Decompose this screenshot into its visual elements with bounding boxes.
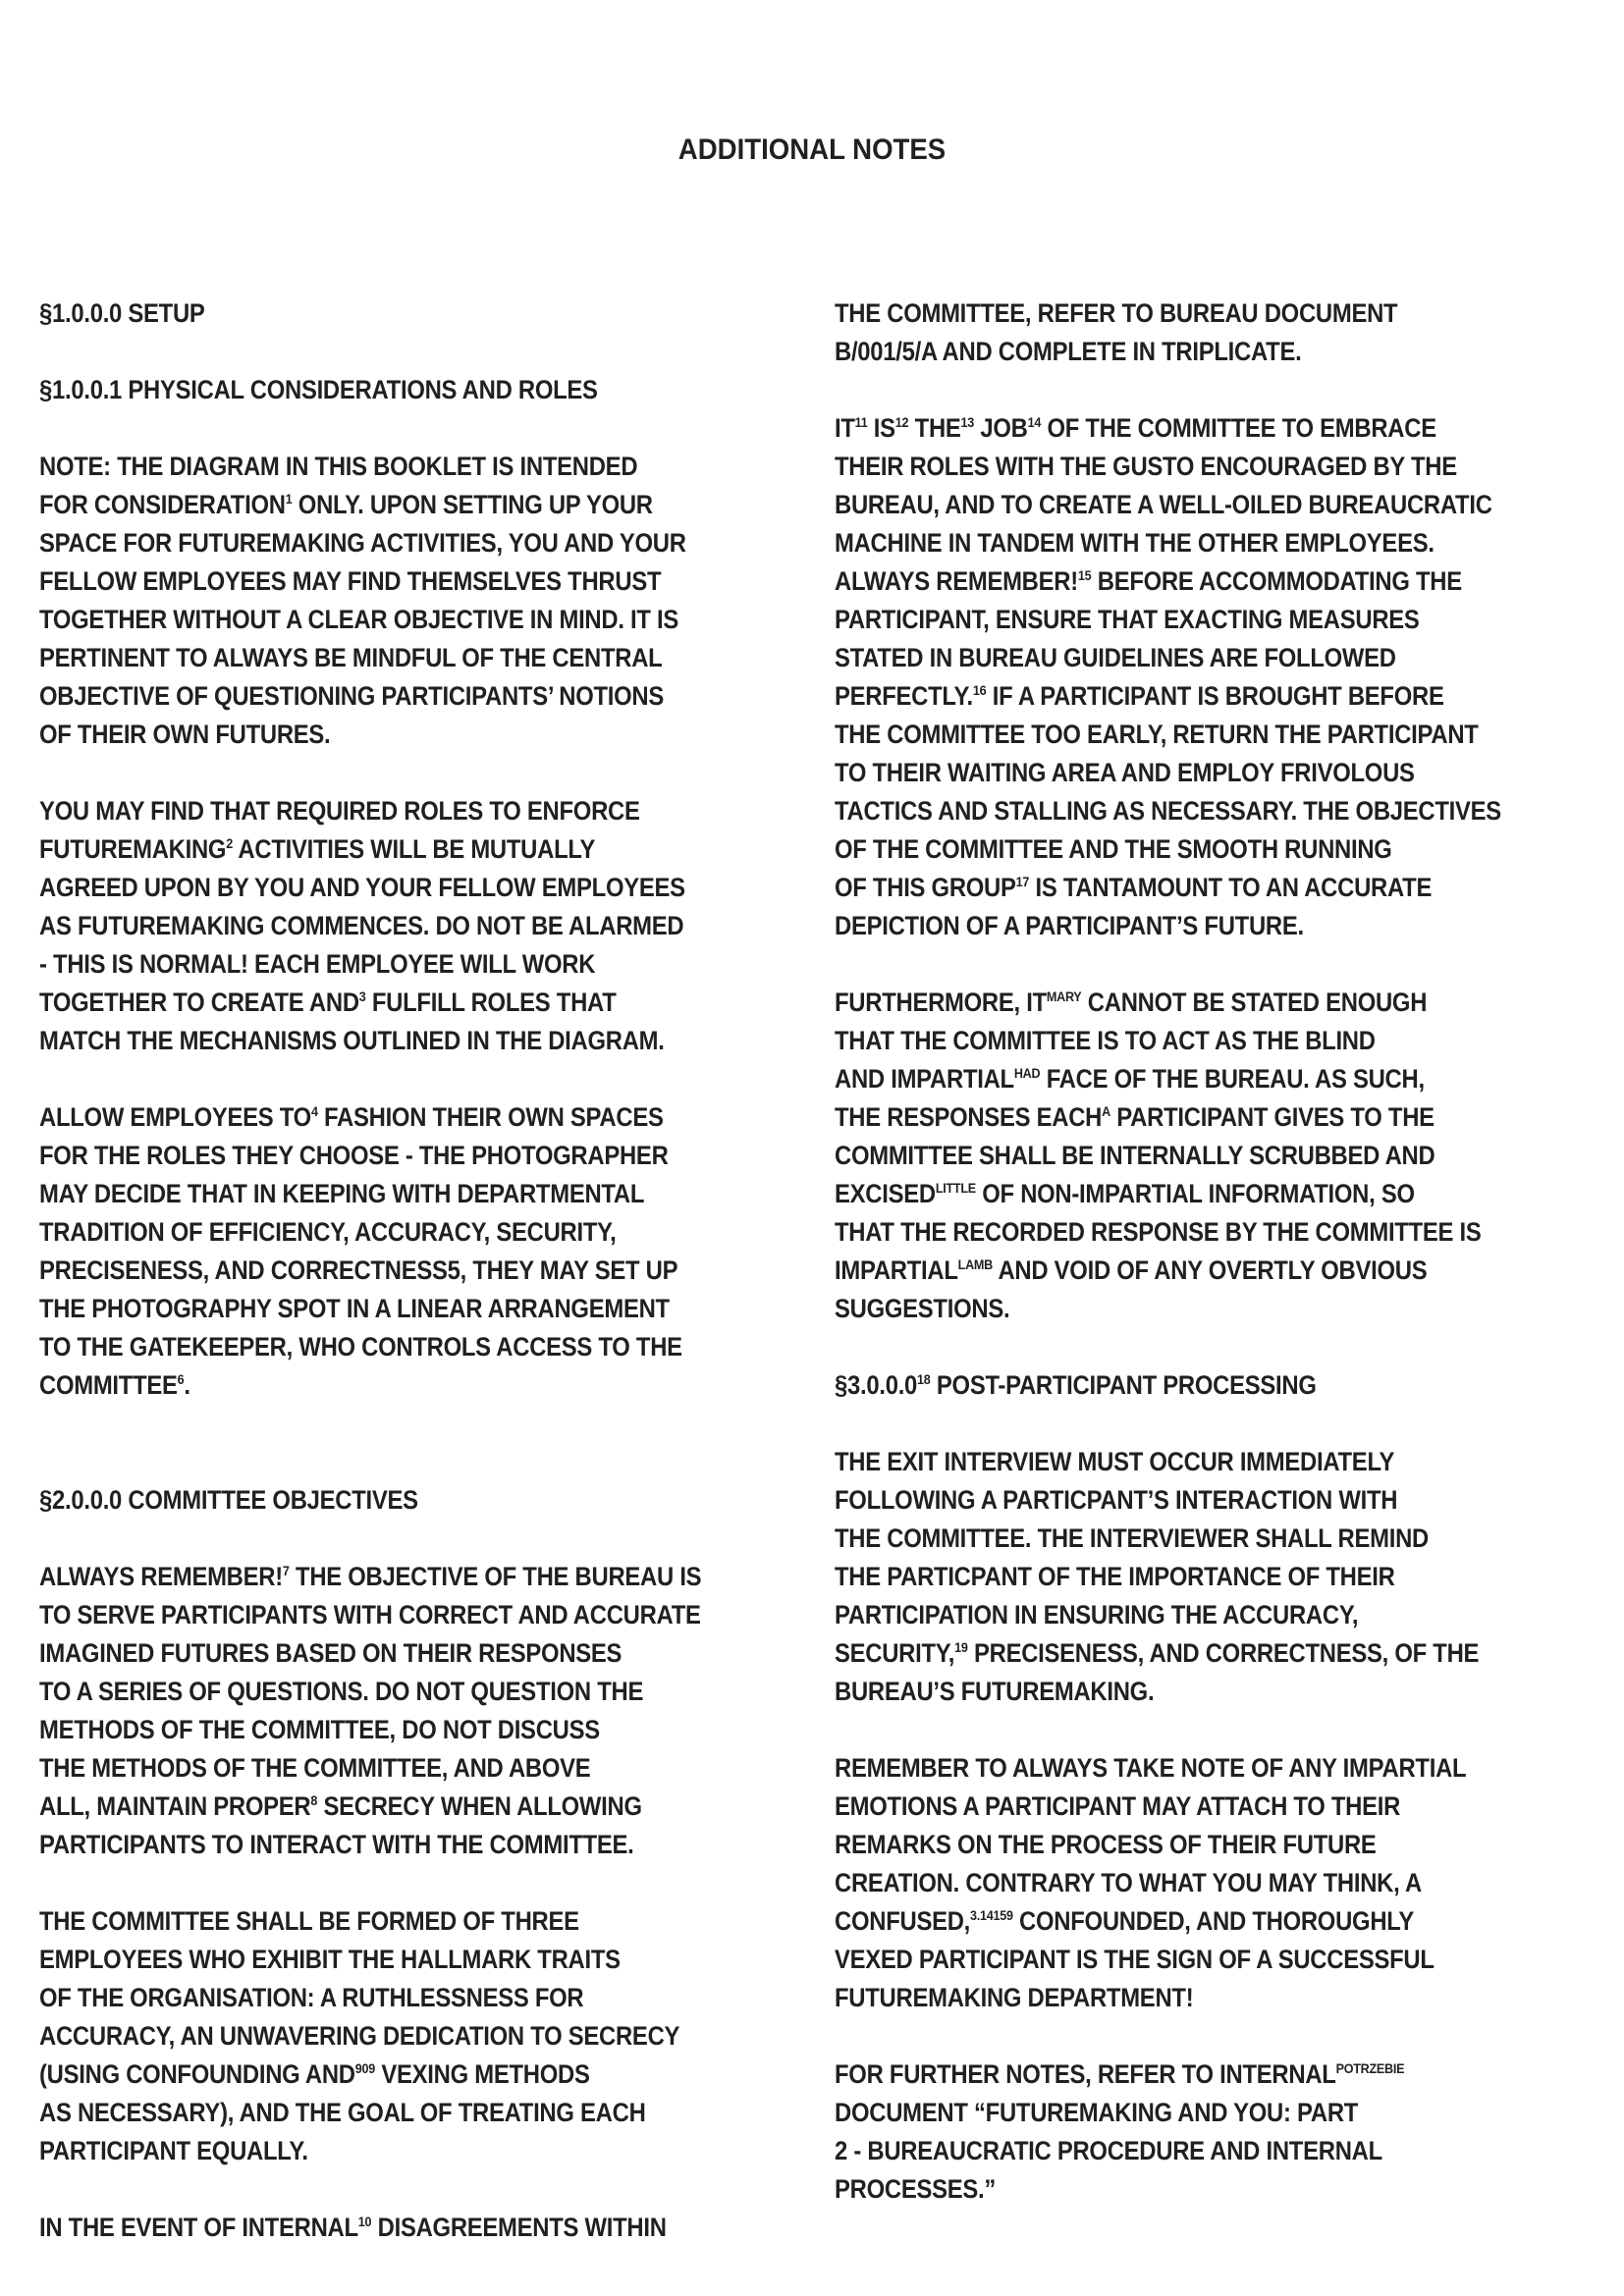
text-line: $EXCISED^{LITTLE}$ OF NON-IMPARTIAL INFORMATION, SO <box>835 1179 1415 1208</box>
text-line: CREATION. CONTRARY TO WHAT YOU MAY THINK, A <box>835 1868 1422 1897</box>
footnote-marker: 10 <box>357 2214 372 2230</box>
text-line: THEIR ROLES WITH THE GUSTO ENCOURAGED BY THE <box>835 452 1457 481</box>
text-line: OF THE ORGANISATION: A RUTHLESSNESS FOR <box>39 1983 584 2012</box>
text-line: BUREAU’S FUTUREMAKING. <box>835 1677 1155 1706</box>
text-line: COMMITTEE$^6$. <box>39 1370 190 1400</box>
footnote-marker: HAD <box>1013 1065 1041 1082</box>
text-line: THE METHODS OF THE COMMITTEE, AND ABOVE <box>39 1753 591 1783</box>
footnote-marker: 16 <box>972 682 987 699</box>
footnote-marker: POTRZEBIE <box>1335 2060 1405 2077</box>
text-line: EMOTIONS A PARTICIPANT MAY ATTACH TO THEIR <box>835 1791 1401 1821</box>
footnote-marker: 8 <box>310 1792 318 1809</box>
text-line: IN THE EVENT OF INTERNAL$^{10}$ DISAGREEMENTS WITHIN <box>39 2213 667 2242</box>
text-line: PARTICIPANT, ENSURE THAT EXACTING MEASURES <box>835 605 1420 634</box>
footnote-marker: 1 <box>285 491 293 507</box>
text-line: CONFUSED,$^{3.14159}$ CONFOUNDED, AND THOROUGHLY <box>835 1906 1415 1936</box>
text-line: BUREAU, AND TO CREATE A WELL-OILED BUREAUCRATIC <box>835 490 1492 519</box>
text-line: MACHINE IN TANDEM WITH THE OTHER EMPLOYEES. <box>835 528 1435 558</box>
heading-committee-objectives: §2.0.0.0 COMMITTEE OBJECTIVES <box>39 1485 418 1515</box>
text-line: ALWAYS REMEMBER!$^7$ THE OBJECTIVE OF THE BUREAU IS <box>39 1562 702 1591</box>
heading-post-participant-processing <box>835 1366 1610 1405</box>
text-line: OBJECTIVE OF QUESTIONING PARTICIPANTS’ NOTIONS <box>39 681 665 711</box>
left-column <box>39 294 815 2285</box>
text-line: MAY DECIDE THAT IN KEEPING WITH DEPARTMENTAL <box>39 1179 645 1208</box>
text-line: §3.0.0.0$^{18}$ POST-PARTICIPANT PROCESSING <box>835 1370 1317 1400</box>
text-line: FURTHERMORE, $IT^{MARY}$ CANNOT BE STATED ENOUGH <box>835 988 1428 1017</box>
footnote-marker: 15 <box>1077 567 1092 584</box>
text-line: SECURITY,$^{19}$ PRECISENESS, AND CORRECTNESS, OF THE <box>835 1638 1480 1668</box>
text-line: TO THEIR WAITING AREA AND EMPLOY FRIVOLOUS <box>835 758 1415 787</box>
text-line: PRECISENESS, AND CORRECTNESS5, THEY MAY SET UP <box>39 1255 678 1285</box>
text-line: PROCESSES.” <box>835 2174 997 2204</box>
paragraph <box>835 2056 1610 2209</box>
text-line: REMEMBER TO ALWAYS TAKE NOTE OF ANY IMPARTIAL <box>835 1753 1467 1783</box>
text-line: IT$^{11}$ IS$^{12}$ THE$^{13}$ JOB$^{14}$ OF THE COMMITTEE TO EMBRACE <box>835 413 1436 443</box>
text-line: VEXED PARTICIPANT IS THE SIGN OF A SUCCESSFUL <box>835 1945 1435 1974</box>
footnote-marker: 909 <box>354 2060 375 2077</box>
footnote-marker: 7 <box>282 1563 290 1579</box>
text-line: ALWAYS REMEMBER!$^{15}$ BEFORE ACCOMMODATING THE <box>835 566 1462 596</box>
paragraph <box>39 2209 815 2247</box>
footnote-marker: 3.14159 <box>970 1907 1013 1924</box>
footnote-marker: LAMB <box>957 1256 993 1273</box>
text-line: ALL, MAINTAIN PROPER$^8$ SECRECY WHEN ALLOWING <box>39 1791 642 1821</box>
text-line: TACTICS AND STALLING AS NECESSARY. THE OBJECTIVES <box>835 796 1501 826</box>
text-line: FUTUREMAKING DEPARTMENT! <box>835 1983 1194 2012</box>
footnote-marker: 6 <box>177 1371 185 1388</box>
paragraph <box>39 1098 815 1405</box>
text-line: MATCH THE MECHANISMS OUTLINED IN THE DIAGRAM. <box>39 1026 665 1055</box>
text-line: FOR FURTHER NOTES, REFER TO $INTERNAL^{POTRZEBIE}$ <box>835 2059 1405 2089</box>
text-line: IMAGINED FUTURES BASED ON THEIR RESPONSES <box>39 1638 623 1668</box>
text-line: ACCURACY, AN UNWAVERING DEDICATION TO SECRECY <box>39 2021 680 2051</box>
footnote-marker: 3 <box>358 988 366 1005</box>
text-line: FOR THE ROLES THEY CHOOSE - THE PHOTOGRAPHER <box>39 1141 669 1170</box>
footnote-marker: 13 <box>960 414 975 431</box>
text-line: THE COMMITTEE. THE INTERVIEWER SHALL REMIND <box>835 1523 1429 1553</box>
text-line: TRADITION OF EFFICIENCY, ACCURACY, SECURITY, <box>39 1217 617 1247</box>
text-line: AS NECESSARY), AND THE GOAL OF TREATING EACH <box>39 2098 646 2127</box>
text-line: 2 - BUREAUCRATIC PROCEDURE AND INTERNAL <box>835 2136 1382 2165</box>
heading-physical-considerations: §1.0.0.1 PHYSICAL CONSIDERATIONS AND ROLES <box>39 375 598 404</box>
text-line: AND $IMPARTIAL^{HAD}$ FACE OF THE BUREAU. AS SUCH, <box>835 1064 1425 1094</box>
text-line: FOR CONSIDERATION$^1$ ONLY. UPON SETTING UP YOUR <box>39 490 653 519</box>
text-line: ALLOW EMPLOYEES $TO^4$ FASHION THEIR OWN SPACES <box>39 1102 664 1132</box>
text-line: PERFECTLY.$^{16}$ IF A PARTICIPANT IS BROUGHT BEFORE <box>835 681 1444 711</box>
footnote-marker: A <box>1102 1103 1110 1120</box>
text-line: OF THEIR OWN FUTURES. <box>39 720 331 749</box>
paragraph <box>39 1558 815 1864</box>
footnote-marker: 17 <box>1015 874 1030 890</box>
paragraph <box>835 294 1610 371</box>
text-line: SUGGESTIONS. <box>835 1294 1010 1323</box>
text-line: THE COMMITTEE, REFER TO BUREAU DOCUMENT <box>835 298 1398 328</box>
text-line: STATED IN BUREAU GUIDELINES ARE FOLLOWED <box>835 643 1396 672</box>
text-line: PARTICIPATION IN ENSURING THE ACCURACY, <box>835 1600 1359 1629</box>
footnote-marker: LITTLE <box>935 1180 976 1197</box>
text-line: PERTINENT TO ALWAYS BE MINDFUL OF THE CENTRAL <box>39 643 663 672</box>
text-line: TOGETHER TO CREATE AND$^3$ FULFILL ROLES THAT <box>39 988 617 1017</box>
text-line: TO THE GATEKEEPER, WHO CONTROLS ACCESS TO THE <box>39 1332 682 1362</box>
text-line: TO SERVE PARTICIPANTS WITH CORRECT AND ACCURATE <box>39 1600 701 1629</box>
text-line: TOGETHER WITHOUT A CLEAR OBJECTIVE IN MIND. IT IS <box>39 605 679 634</box>
heading-setup: §1.0.0.0 SETUP <box>39 298 205 328</box>
text-line: OF THE COMMITTEE AND THE SMOOTH RUNNING <box>835 834 1392 864</box>
paragraph <box>835 984 1610 1328</box>
text-line: THAT THE RECORDED RESPONSE BY THE COMMITTEE IS <box>835 1217 1482 1247</box>
text-line: THE PARTICPANT OF THE IMPORTANCE OF THEIR <box>835 1562 1395 1591</box>
text-line: - THIS IS NORMAL! EACH EMPLOYEE WILL WORK <box>39 949 596 979</box>
paragraph <box>39 448 815 754</box>
text-line: METHODS OF THE COMMITTEE, DO NOT DISCUSS <box>39 1715 600 1744</box>
footnote-marker: 14 <box>1027 414 1042 431</box>
text-line: FOLLOWING A PARTICPANT’S INTERACTION WITH <box>835 1485 1398 1515</box>
paragraph <box>835 1749 1610 2017</box>
text-line: EMPLOYEES WHO EXHIBIT THE HALLMARK TRAITS <box>39 1945 621 1974</box>
right-column <box>835 294 1610 2247</box>
text-line: THE COMMITTEE TOO EARLY, RETURN THE PARTICIPANT <box>835 720 1479 749</box>
text-line: FELLOW EMPLOYEES MAY FIND THEMSELVES THRUST <box>39 566 662 596</box>
text-line: PARTICIPANTS TO INTERACT WITH THE COMMITTEE. <box>39 1830 634 1859</box>
text-line: DOCUMENT “FUTUREMAKING AND YOU: PART <box>835 2098 1359 2127</box>
text-line: THE COMMITTEE SHALL BE FORMED OF THREE <box>39 1906 579 1936</box>
footnote-marker: 18 <box>917 1371 931 1388</box>
footnote-marker: MARY <box>1046 988 1082 1005</box>
footnote-marker: 2 <box>226 835 233 852</box>
paragraph <box>835 409 1610 945</box>
text-line: DEPICTION OF A PARTICIPANT’S FUTURE. <box>835 911 1304 940</box>
text-line: AS FUTUREMAKING COMMENCES. DO NOT BE ALARMED <box>39 911 684 940</box>
text-line: THE RESPONSES $EACH^A$ PARTICIPANT GIVES TO THE <box>835 1102 1435 1132</box>
text-line: YOU MAY FIND THAT REQUIRED ROLES TO ENFORCE <box>39 796 640 826</box>
text-line: THAT THE COMMITTEE IS TO ACT AS THE BLIND <box>835 1026 1376 1055</box>
text-line: PARTICIPANT EQUALLY. <box>39 2136 308 2165</box>
text-line: THE EXIT INTERVIEW MUST OCCUR IMMEDIATELY <box>835 1447 1395 1476</box>
text-line: REMARKS ON THE PROCESS OF THEIR FUTURE <box>835 1830 1377 1859</box>
paragraph <box>835 1443 1610 1711</box>
paragraph <box>39 1902 815 2170</box>
text-line: AGREED UPON BY YOU AND YOUR FELLOW EMPLOYEES <box>39 873 685 902</box>
paragraph <box>39 792 815 1060</box>
text-line: $IMPARTIAL^{LAMB}$ AND VOID OF ANY OVERTLY OBVIOUS <box>835 1255 1428 1285</box>
text-line: OF THIS GROUP$^{17}$ IS TANTAMOUNT TO AN ACCURATE <box>835 873 1433 902</box>
footnote-marker: 11 <box>854 414 868 431</box>
text-line: FUTUREMAKING$^2$ ACTIVITIES WILL BE MUTUALLY <box>39 834 596 864</box>
footnote-marker: 19 <box>954 1639 968 1656</box>
footnote-marker: 12 <box>894 414 909 431</box>
text-line: TO A SERIES OF QUESTIONS. DO NOT QUESTION THE <box>39 1677 644 1706</box>
text-line: NOTE: THE DIAGRAM IN THIS BOOKLET IS INTENDED <box>39 452 638 481</box>
text-line: SPACE FOR FUTUREMAKING ACTIVITIES, YOU AND YOUR <box>39 528 686 558</box>
text-line: COMMITTEE SHALL BE INTERNALLY SCRUBBED AND <box>835 1141 1435 1170</box>
footnote-marker: 4 <box>310 1103 318 1120</box>
text-line: (USING CONFOUNDING AND$^{909}$ VEXING METHODS <box>39 2059 590 2089</box>
text-line: THE PHOTOGRAPHY SPOT IN A LINEAR ARRANGEMENT <box>39 1294 670 1323</box>
page-title: ADDITIONAL NOTES <box>677 133 947 166</box>
text-line: B/001/5/A AND COMPLETE IN TRIPLICATE. <box>835 337 1302 366</box>
